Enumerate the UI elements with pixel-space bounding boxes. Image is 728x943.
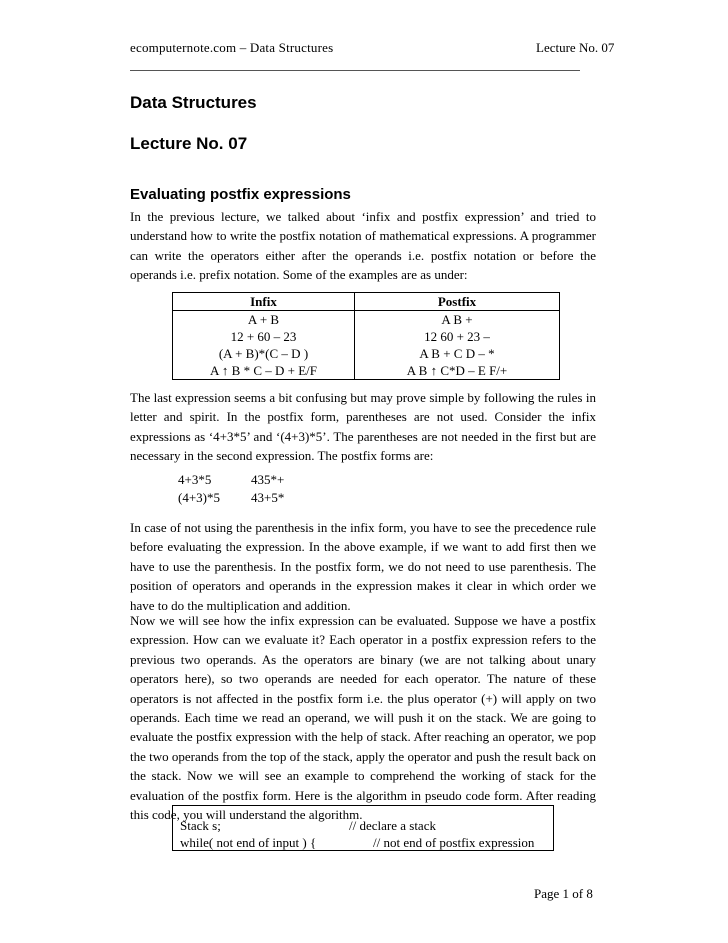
table-cell-postfix: A B + C D – * — [355, 345, 560, 362]
table-header-infix: Infix — [173, 293, 355, 311]
table-header-row — [173, 293, 560, 311]
pseudo-code-box — [172, 805, 554, 851]
table-cell-infix: A + B — [173, 311, 355, 329]
postfix-form-postfix: 43+5* — [251, 490, 285, 505]
postfix-form-postfix: 435*+ — [251, 472, 285, 487]
header-rule — [130, 70, 580, 71]
intro-paragraph: In the previous lecture, we talked about ‘infix and postfix expression’ and tried to understand how to write the postfix notation of mathematical expressions. A programmer can write the operators either after the operands i.e. postfix notation or before the operands i.e. prefix notation. Some of the examples are as under: — [130, 209, 596, 283]
document-title: Data Structures — [130, 93, 257, 112]
header-site: ecomputernote.com – Data Structures — [130, 40, 334, 55]
table-cell-postfix: A B ↑ C*D – E F/+ — [355, 362, 560, 380]
section-heading: Evaluating postfix expressions — [130, 186, 351, 203]
paragraph-evaluation: Now we will see how the infix expression can be evaluated. Suppose we have a postfix expression. How can we evaluate it? Each operator in a postfix expression refers to the previous two operands. As the operators are binary (we are not talking about unary operators here), so two operands are needed for each operator. The nature of these operators is not affected in the postfix form i.e. the plus operator (+) will apply on two operands. Each time we read an operand, we will push it on the stack. We are going to evaluate the postfix expression with the help of stack. After reaching an operator, we pop the two operands from the top of the stack, apply the operator and push the result back on the stack. Now we will see an example to comprehend the working of stack for the evaluation of the postfix form. Here is the algorithm in pseudo code form. After reading this code, you will understand the algorithm. — [130, 613, 596, 823]
paragraph-precedence: In case of not using the parenthesis in the infix form, you have to see the precedence rule before evaluating the expression. In the above example, if we want to add first then we have to use the parenthesis. In the postfix form, we do not need to use parenthesis. The position of operators and operands in the expression makes it clear in which order we have to do the multiplication and addition. — [130, 520, 596, 613]
table-row — [173, 362, 560, 380]
table-row — [173, 328, 560, 345]
code-comment: // not end of postfix expression — [373, 835, 535, 850]
postfix-form-infix: (4+3)*5 — [178, 490, 220, 505]
code-line: Stack s; — [180, 818, 221, 833]
table-cell-infix: (A + B)*(C – D ) — [173, 345, 355, 362]
table-cell-postfix: A B + — [355, 311, 560, 329]
table-cell-postfix: 12 60 + 23 – — [355, 328, 560, 345]
table-row — [173, 311, 560, 329]
lecture-title: Lecture No. 07 — [130, 134, 248, 153]
page-number: Page 1 of 8 — [534, 886, 593, 901]
table-header-postfix: Postfix — [355, 293, 560, 311]
infix-postfix-table — [172, 292, 560, 380]
paragraph-parentheses: The last expression seems a bit confusing but may prove simple by following the rules in letter and spirit. In the postfix form, parentheses are not used. Consider the infix expressions as ‘4+3*5’ and ‘(4+3)*5’. The parentheses are not needed in the first but are necessary in the second expression. The postfix forms are: — [130, 390, 596, 464]
table-cell-infix: A ↑ B * C – D + E/F — [173, 362, 355, 380]
header-lecture: Lecture No. 07 — [536, 40, 615, 55]
postfix-form-infix: 4+3*5 — [178, 472, 212, 487]
table-row — [173, 345, 560, 362]
table-cell-infix: 12 + 60 – 23 — [173, 328, 355, 345]
code-line: while( not end of input ) { — [180, 835, 317, 850]
code-comment: // declare a stack — [349, 818, 436, 833]
